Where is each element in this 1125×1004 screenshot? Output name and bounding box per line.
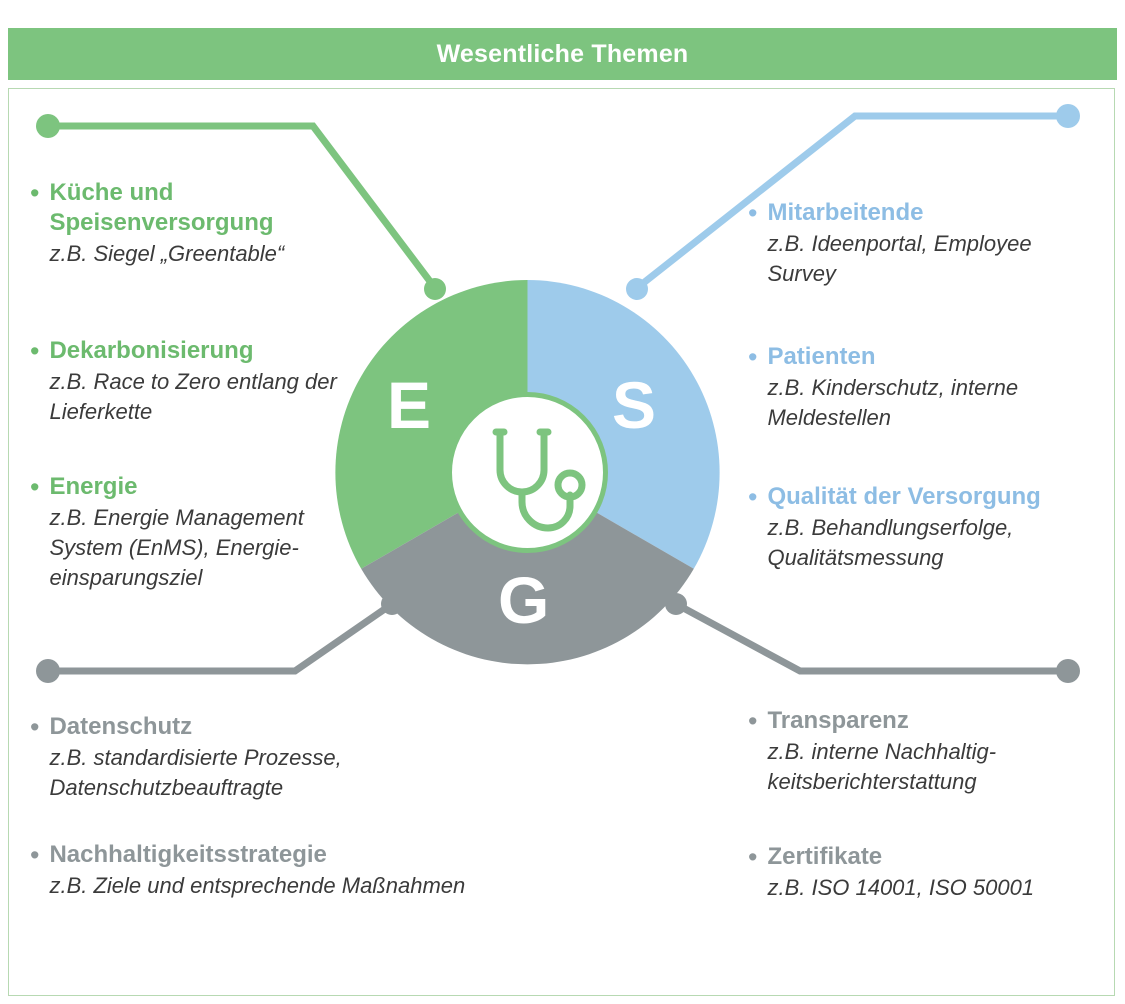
item-kueche-und-speisenversorgung: [30, 178, 360, 269]
bullet-icon: •: [748, 198, 758, 228]
item-title: Küche und Speisenversorgung: [49, 179, 274, 236]
item-energie: [30, 472, 360, 593]
item-title: Dekarbonisierung: [49, 337, 254, 364]
letter-s: S: [612, 368, 657, 442]
item-datenschutz: [30, 712, 480, 803]
item-title: Transparenz: [767, 707, 909, 734]
item-subtitle: z.B. Ziele und entsprechende Maßnahmen: [49, 873, 466, 898]
bullet-icon: •: [30, 472, 40, 502]
bullet-icon: •: [748, 842, 758, 872]
bullet-icon: •: [30, 178, 40, 208]
bullet-icon: •: [30, 712, 40, 742]
letter-g: G: [498, 563, 550, 637]
item-transparenz: [748, 706, 1088, 797]
item-subtitle: z.B. standardisierte Prozesse, Datenschutzbeauftragte: [49, 745, 342, 800]
item-mitarbeitende: [748, 198, 1078, 289]
item-subtitle: z.B. Race to Zero entlang der Lieferkette: [49, 369, 337, 424]
item-subtitle: z.B. Ideenportal, Employee Survey: [767, 231, 1032, 286]
item-patienten: [748, 342, 1078, 433]
item-subtitle: z.B. Energie Management System (EnMS), Energie-einsparungsziel: [49, 505, 304, 590]
item-title: Nachhaltigkeitsstrategie: [49, 841, 327, 868]
item-title: Patienten: [767, 343, 876, 370]
letter-e: E: [387, 368, 432, 442]
bullet-icon: •: [748, 482, 758, 512]
header-bar: [8, 28, 1117, 80]
item-subtitle: z.B. ISO 14001, ISO 50001: [767, 875, 1035, 900]
item-title: Qualität der Versorgung: [767, 483, 1041, 510]
item-dekarbonisierung: [30, 336, 360, 427]
item-subtitle: z.B. Kinderschutz, interne Meldestellen: [767, 375, 1019, 430]
item-zertifikate: [748, 842, 1088, 903]
item-nachhaltigkeitsstrategie: [30, 840, 490, 901]
bullet-icon: •: [30, 840, 40, 870]
bullet-icon: •: [748, 342, 758, 372]
bullet-icon: •: [30, 336, 40, 366]
item-qualitaet-der-versorgung: [748, 482, 1083, 573]
item-title: Mitarbeitende: [767, 199, 924, 226]
item-title: Energie: [49, 473, 138, 500]
item-title: Datenschutz: [49, 713, 193, 740]
item-subtitle: z.B. Siegel „Greentable“: [49, 241, 285, 266]
item-title: Zertifikate: [767, 843, 883, 870]
bullet-icon: •: [748, 706, 758, 736]
item-subtitle: z.B. interne Nachhaltig-keitsberichterstattung: [767, 739, 997, 794]
page-title: Wesentliche Themen: [436, 39, 689, 68]
item-subtitle: z.B. Behandlungserfolge, Qualitätsmessung: [767, 515, 1014, 570]
